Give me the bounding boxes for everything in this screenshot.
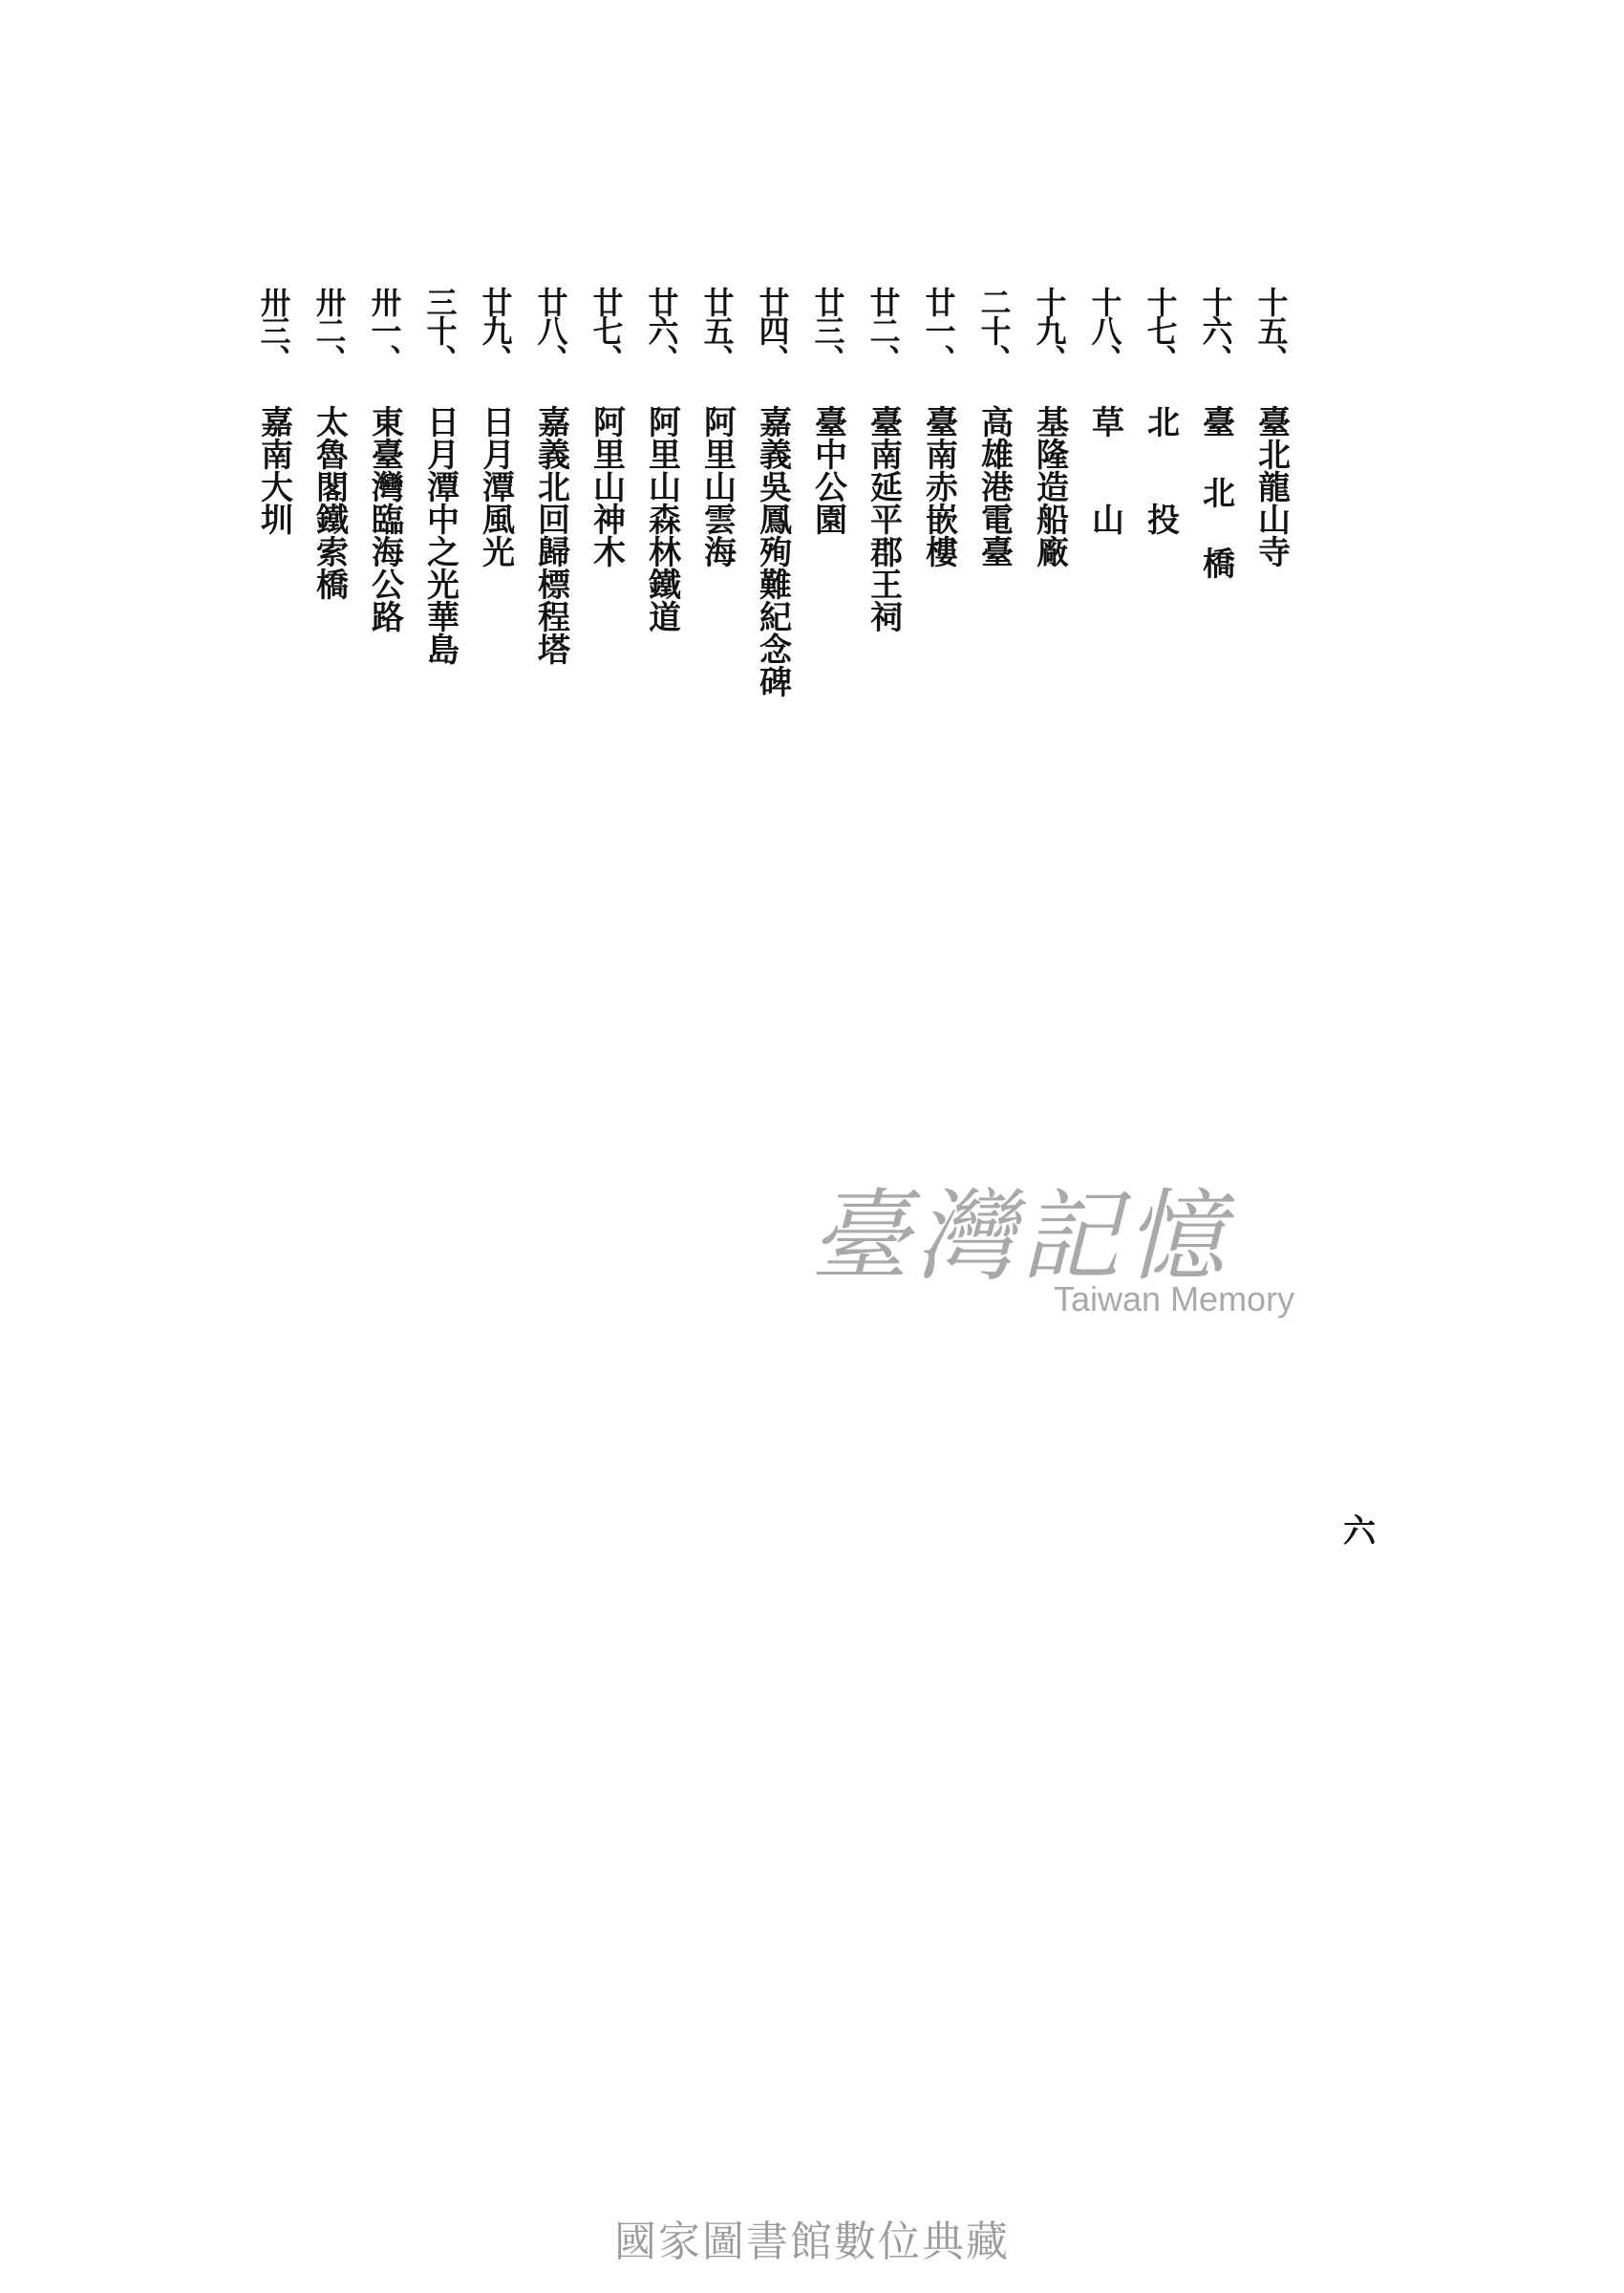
list-item <box>417 287 463 822</box>
item-number: 廿二、 <box>865 287 902 373</box>
item-number: 十七、 <box>1142 287 1179 373</box>
item-title: 日月潭中之光華島 <box>420 405 459 665</box>
item-title: 臺 北 橋 <box>1196 405 1235 579</box>
item-title: 基隆造船廠 <box>1030 405 1069 568</box>
item-title: 阿里山森林鐵道 <box>642 405 681 632</box>
list-item <box>638 287 685 822</box>
item-number: 三十、 <box>421 287 459 373</box>
item-number: 十八、 <box>1086 287 1123 373</box>
item-title: 嘉義北回歸標程塔 <box>531 405 570 665</box>
footer-credit: 國家圖書館數位典藏 <box>614 2218 1010 2266</box>
list-item <box>1026 287 1073 822</box>
item-title: 臺北龍山寺 <box>1251 405 1291 568</box>
item-title: 太魯閣鐵索橋 <box>310 405 349 600</box>
item-title: 臺中公園 <box>808 405 847 535</box>
list-item <box>306 287 353 822</box>
watermark-cjk-text: 臺灣記憶 <box>810 1178 1231 1295</box>
item-number: 卅二、 <box>310 287 348 373</box>
item-number: 卅三、 <box>255 287 292 373</box>
list-item <box>804 287 851 822</box>
watermark-en-text: Taiwan Memory <box>1054 1279 1295 1319</box>
list-item <box>361 287 408 822</box>
item-number: 卅一、 <box>366 287 403 373</box>
item-title: 阿里山雲海 <box>697 405 737 568</box>
item-number: 廿五、 <box>698 287 736 373</box>
watermark <box>810 1178 1307 1319</box>
item-title: 日月潭風光 <box>476 405 515 568</box>
list-item <box>1137 287 1184 822</box>
item-number: 廿六、 <box>643 287 680 373</box>
item-number: 廿八、 <box>532 287 569 373</box>
list-item <box>472 287 519 822</box>
item-number: 十九、 <box>1031 287 1068 373</box>
item-title: 臺南延平郡王祠 <box>864 405 903 632</box>
item-number: 廿七、 <box>588 287 625 373</box>
list-item <box>250 287 297 822</box>
item-number: 廿九、 <box>477 287 514 373</box>
item-title: 嘉義吳鳳殉難紀念碑 <box>753 405 792 697</box>
item-title: 草 山 <box>1085 405 1124 535</box>
list-item <box>583 287 630 822</box>
item-title: 臺南赤嵌樓 <box>919 405 958 568</box>
item-title: 嘉南大圳 <box>254 405 293 535</box>
list-item <box>527 287 574 822</box>
item-number: 廿一、 <box>920 287 957 373</box>
list-item <box>1081 287 1128 822</box>
list-item <box>915 287 962 822</box>
item-number: 十五、 <box>1252 287 1290 373</box>
list-item <box>971 287 1017 822</box>
item-title: 阿里山神木 <box>587 405 626 568</box>
list-item <box>1248 287 1294 822</box>
item-title: 東臺灣臨海公路 <box>365 405 404 632</box>
item-title: 高雄港電臺 <box>974 405 1014 568</box>
list-item <box>1192 287 1239 822</box>
item-number: 廿四、 <box>754 287 791 373</box>
list-item <box>749 287 796 822</box>
list-item <box>694 287 740 822</box>
page-number: 六 <box>1343 1512 1376 1551</box>
item-number: 廿三、 <box>809 287 846 373</box>
item-number: 十六、 <box>1197 287 1234 373</box>
item-number: 二十、 <box>975 287 1013 373</box>
table-of-contents <box>244 287 1294 822</box>
item-title: 北 投 <box>1141 405 1180 535</box>
list-item <box>860 287 907 822</box>
